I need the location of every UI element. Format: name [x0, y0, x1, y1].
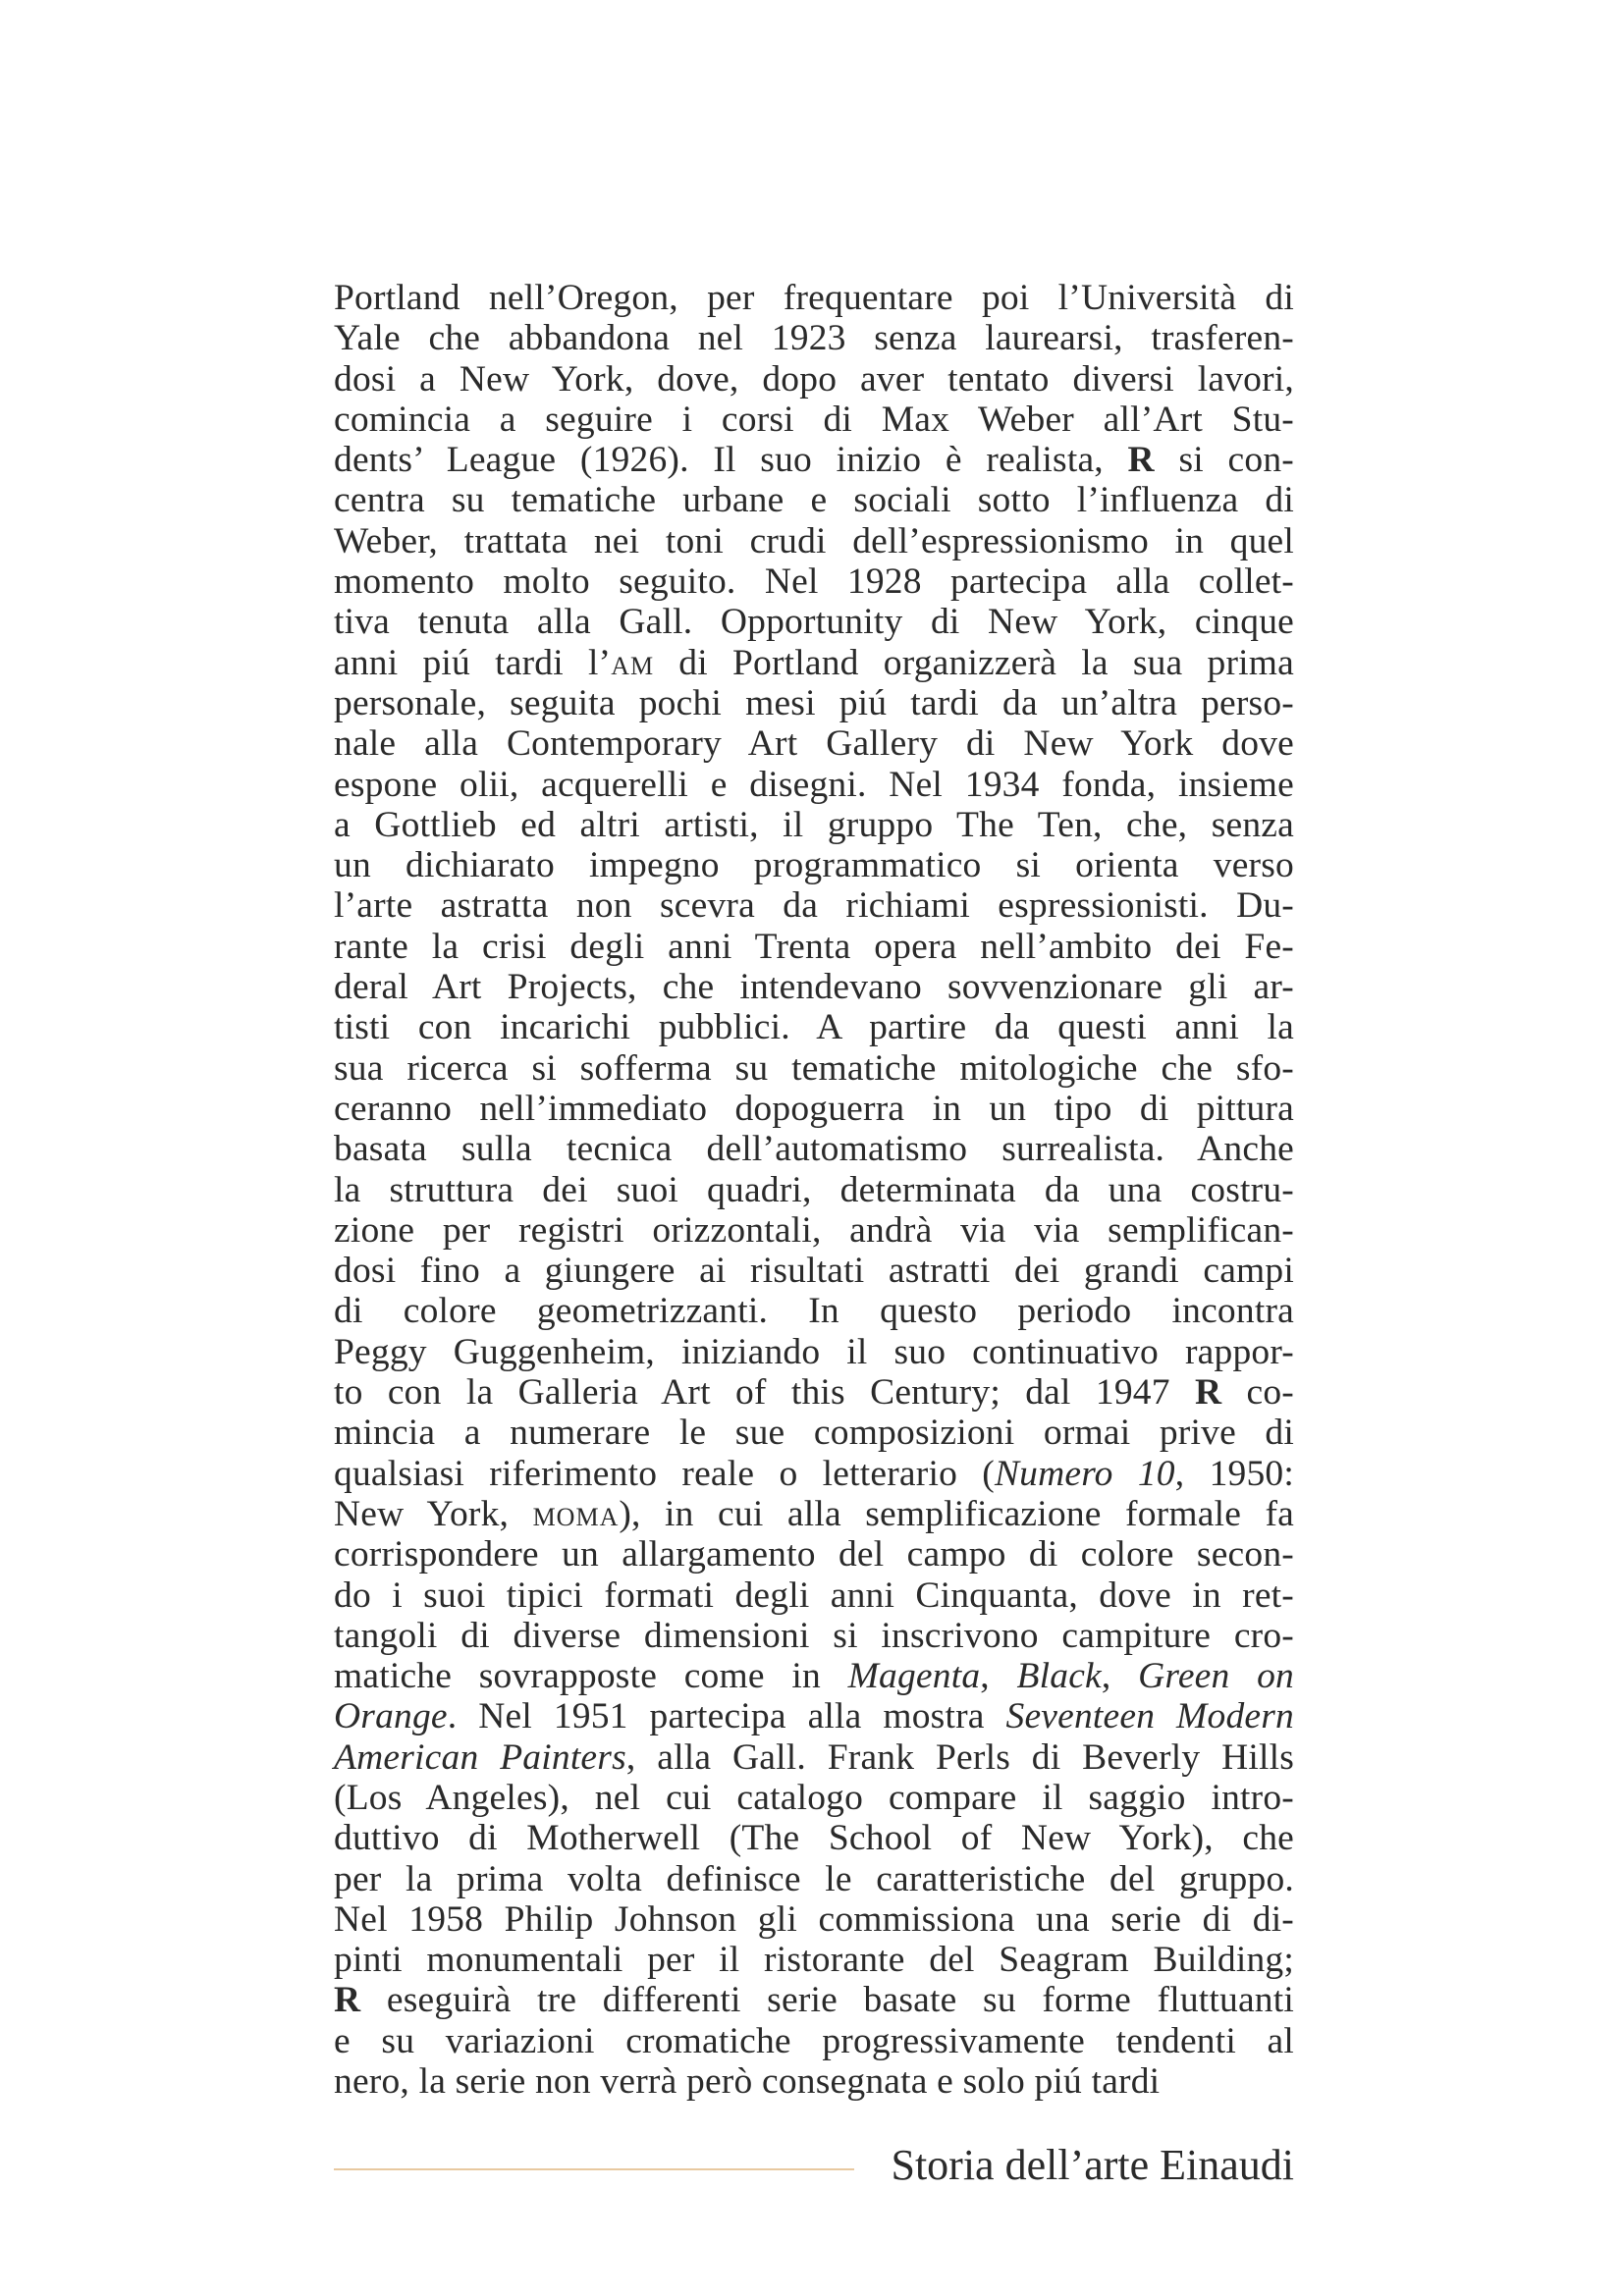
text-run: e su variazioni cromatiche progressivamente tendenti al	[334, 2020, 1294, 2061]
text-line	[334, 400, 1294, 440]
text-line	[334, 885, 1294, 926]
text-run: ceranno nell’immediato dopoguerra in un tipo di pittura	[334, 1088, 1294, 1129]
italic-title: Green on	[1138, 1656, 1295, 1697]
text-line	[334, 1048, 1294, 1089]
text-run: co-	[1221, 1372, 1294, 1414]
text-run: corrispondere un allargamento del campo di colore secon-	[334, 1534, 1294, 1575]
text-run: dents’ League (1926). Il suo inizio è realista,	[334, 440, 1128, 481]
text-line	[334, 440, 1294, 480]
italic-title: Orange	[334, 1696, 448, 1737]
footer-rule	[334, 2168, 854, 2170]
text-run: , alla Gall. Frank Perls di Beverly Hills	[625, 1736, 1295, 1778]
text-line	[334, 927, 1294, 967]
text-line	[334, 1129, 1294, 1169]
text-line	[334, 521, 1294, 561]
text-run: rante la crisi degli anni Trenta opera nell’ambito dei Fe-	[334, 926, 1294, 967]
text-run: si con-	[1154, 440, 1294, 481]
italic-title: Black	[1016, 1656, 1102, 1697]
text-line	[334, 318, 1294, 358]
text-run: Yale che abbandona nel 1923 senza laurearsi, trasferen-	[334, 318, 1294, 359]
text-run: un dichiarato impegno programmatico si orienta verso	[334, 845, 1294, 886]
text-line	[334, 1980, 1294, 2020]
text-line	[334, 1656, 1294, 1696]
text-run: ,	[1101, 1656, 1139, 1697]
text-run: Nel 1958 Philip Johnson gli commissiona una serie di di-	[334, 1898, 1294, 1940]
text-line	[334, 1413, 1294, 1453]
text-line	[334, 561, 1294, 602]
text-run: di colore geometrizzanti. In questo periodo incontra	[334, 1291, 1294, 1332]
text-run: duttivo di Motherwell (The School of New York), che	[334, 1818, 1294, 1859]
text-run: tiva tenuta alla Gall. Opportunity di New York, cinque	[334, 602, 1294, 643]
artist-initial: R	[1127, 440, 1155, 481]
text-line	[334, 602, 1294, 642]
text-line	[334, 1616, 1294, 1656]
italic-title: Seventeen Modern	[1005, 1696, 1294, 1737]
text-run: Weber, trattata nei toni crudi dell’espressionismo in quel	[334, 520, 1294, 561]
text-line	[334, 967, 1294, 1007]
text-line	[334, 1940, 1294, 1980]
text-line	[334, 2021, 1294, 2061]
text-run: deral Art Projects, che intendevano sovvenzionare gli ar-	[334, 967, 1294, 1008]
text-run: per la prima volta definisce le caratteristiche del gruppo.	[334, 1858, 1294, 1899]
text-line	[334, 643, 1294, 683]
text-run: espone olii, acquerelli e disegni. Nel 1934 fonda, insieme	[334, 764, 1294, 805]
text-line	[334, 805, 1294, 845]
text-run: qualsiasi riferimento reale o letterario (	[334, 1453, 995, 1494]
text-run: centra su tematiche urbane e sociali sotto l’influenza di	[334, 480, 1294, 521]
abbreviation: moma	[532, 1493, 620, 1534]
text-run: la struttura dei suoi quadri, determinata da una costru-	[334, 1169, 1294, 1210]
text-run: dosi a New York, dove, dopo aver tentato diversi lavori,	[334, 358, 1294, 400]
text-run: matiche sovrapposte come in	[334, 1656, 848, 1697]
text-line	[334, 2061, 1294, 2102]
text-line	[334, 1332, 1294, 1372]
text-line	[334, 1818, 1294, 1858]
text-run: mincia a numerare le sue composizioni ormai prive di	[334, 1413, 1294, 1454]
text-line	[334, 765, 1294, 805]
text-run: (Los Angeles), nel cui catalogo compare il saggio intro-	[334, 1777, 1294, 1818]
text-line	[334, 1170, 1294, 1210]
text-line	[334, 845, 1294, 885]
text-run: ,	[980, 1656, 1017, 1697]
text-run: to con la Galleria Art of this Century; dal 1947	[334, 1372, 1195, 1414]
artist-initial: R	[334, 1980, 361, 2021]
text-run: , 1950:	[1174, 1453, 1294, 1494]
text-line	[334, 278, 1294, 318]
italic-title: American Painters	[334, 1736, 626, 1778]
text-run: do i suoi tipici formati degli anni Cinquanta, dove in ret-	[334, 1575, 1294, 1616]
text-run: eseguirà tre differenti serie basate su forme fluttuanti	[360, 1980, 1294, 2021]
text-line	[334, 359, 1294, 400]
text-run: . Nel 1951 partecipa alla mostra	[447, 1696, 1006, 1737]
text-line	[334, 1372, 1294, 1413]
text-line	[334, 1494, 1294, 1534]
text-run: ), in cui alla semplificazione formale fa	[619, 1493, 1294, 1534]
text-run: a Gottlieb ed altri artisti, il gruppo The Ten, che, senza	[334, 804, 1294, 845]
text-line	[334, 1534, 1294, 1575]
text-line	[334, 1737, 1294, 1778]
text-line	[334, 1575, 1294, 1616]
text-line	[334, 723, 1294, 764]
text-line	[334, 1696, 1294, 1736]
artist-initial: R	[1194, 1372, 1222, 1414]
text-run: comincia a seguire i corsi di Max Weber all’Art Stu-	[334, 399, 1294, 440]
text-run: zione per registri orizzontali, andrà via via semplifican-	[334, 1209, 1294, 1251]
text-run: pinti monumentali per il ristorante del Seagram Building;	[334, 1940, 1294, 1981]
text-run: tangoli di diverse dimensioni si inscrivono campiture cro-	[334, 1615, 1294, 1656]
italic-title: Magenta	[847, 1656, 981, 1697]
text-run: tisti con incarichi pubblici. A partire da questi anni la	[334, 1007, 1294, 1048]
text-run: nero, la serie non verrà però consegnata e solo piú tardi	[334, 2061, 1161, 2103]
text-line	[334, 1251, 1294, 1291]
text-run: personale, seguita pochi mesi piú tardi da un’altra perso-	[334, 682, 1294, 723]
text-line	[334, 1089, 1294, 1129]
text-run: di Portland organizzerà la sua prima	[654, 642, 1294, 683]
text-run: anni piú tardi l’	[334, 642, 612, 683]
text-line	[334, 1007, 1294, 1047]
text-run: Peggy Guggenheim, iniziando il suo continuativo rappor-	[334, 1331, 1294, 1372]
text-run: nale alla Contemporary Art Gallery di New York dove	[334, 723, 1294, 765]
text-line	[334, 1291, 1294, 1331]
text-line	[334, 1778, 1294, 1818]
text-run: momento molto seguito. Nel 1928 partecipa alla collet-	[334, 561, 1294, 603]
text-line	[334, 1859, 1294, 1899]
text-line	[334, 1454, 1294, 1494]
text-line	[334, 1899, 1294, 1940]
text-line	[334, 1210, 1294, 1251]
text-run: New York,	[334, 1493, 533, 1534]
text-line	[334, 480, 1294, 520]
text-run: sua ricerca si sofferma su tematiche mitologiche che sfo-	[334, 1047, 1294, 1089]
text-run: dosi fino a giungere ai risultati astratti dei grandi campi	[334, 1251, 1294, 1292]
italic-title: Numero 10	[994, 1453, 1175, 1494]
text-run: basata sulla tecnica dell’automatismo surrealista. Anche	[334, 1129, 1294, 1170]
footer-title: Storia dell’arte Einaudi	[891, 2141, 1294, 2189]
text-run: Portland nell’Oregon, per frequentare poi l’Università di	[334, 278, 1294, 318]
body-text	[334, 278, 1294, 2102]
text-run: l’arte astratta non scevra da richiami espressionisti. Du-	[334, 885, 1294, 927]
text-line	[334, 683, 1294, 723]
abbreviation: am	[611, 642, 655, 683]
